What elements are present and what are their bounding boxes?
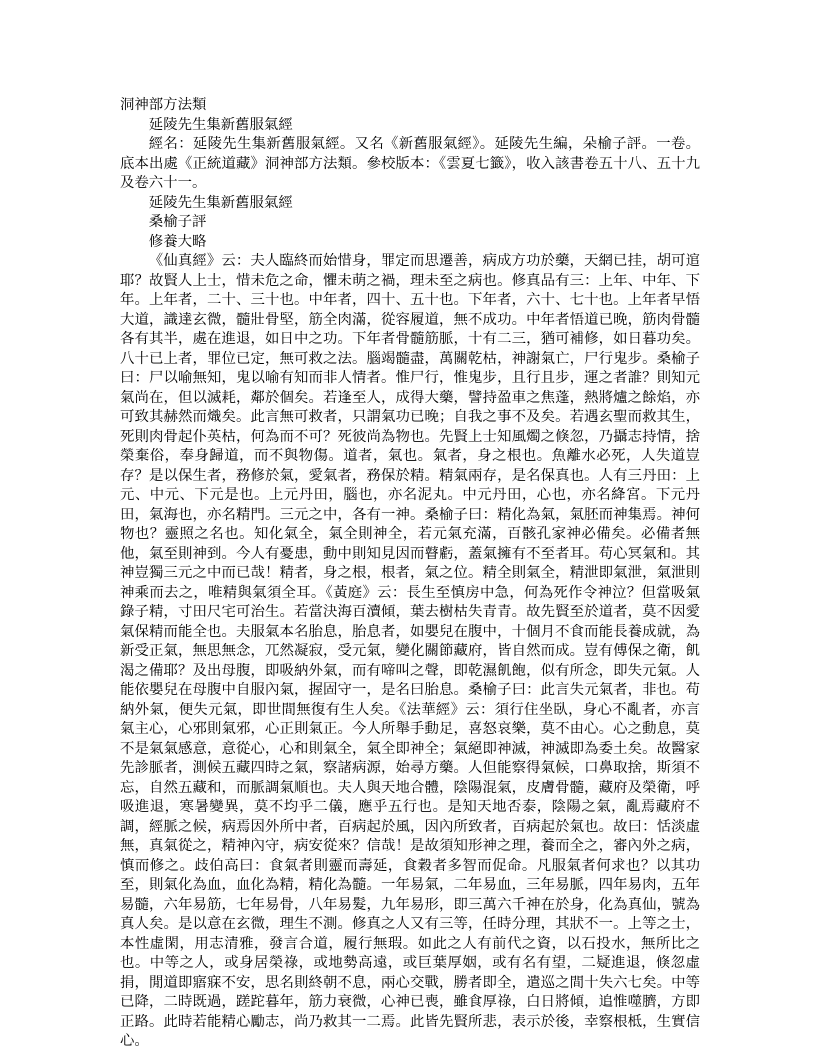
body-paragraph: 《仙真經》云：夫人臨終而始惜身，罪定而思遷善，病成方功於藥，天網已挂，胡可逭耶？故賢人上士，惜未危之命，懼未萌之禍，理未至之病也。修真品有三：上年、中年、下年。上年者，二十、三十也。中年者，四十、五十也。下年者，六十、七十也。上年者早悟大道，識達玄微，髓壯骨堅，筋全肉滿，從容履道，無不成功。中年者悟道已晚，筋肉骨髓各有其半，處在進退，如日中之功。下年者骨髓筋脈，十有二三，猶可補修，如日暮功矣。八十已上者，罪位已定，無可救之法。腦竭髓盡，萬關乾枯，神謝氣亡，尸行鬼步。桑榆子曰：尸以喻無知，鬼以喻有知而非人情者。惟尸行，惟鬼步，且行且步，運之者誰？則知元氣尚在，但以滅耗，鄰於個矣。若逢至人，成得大藥，譬持盈車之焦蓬，熱將爐之餘焰，亦可致其赫然而熾矣。此言無可救者，只謂氣功已晚；自我之事不及矣。若遇玄聖而救其生，死則肉骨起仆英枯，何為而不可？死彼尚為物也。先賢上士知風燭之倏忽，乃攝志持情，捨榮棄俗，奉身歸道，而不與物傷。道者，氣也。氣者，身之根也。魚離水必死，人失道豈存？是以保生者，務修於氣，愛氣者，務保於精。精氣兩存，是名保真也。人有三丹田：上元、中元、下元是也。上元丹田，腦也，亦名泥丸。中元丹田，心也，亦名絳宮。下元丹田，氣海也，亦名精門。三元之中，各有一神。桑榆子曰：精化為氣，氣胚而神集焉。神何物也？靈照之名也。知化氣全，氣全則神全，若元氣充滿，百骸孔家神必備矣。必備者無他，氣至則神到。今人有憂患，動中則知見因而瞽虧，蓋氣擁有不至者耳。苟心冥氣和。其神豈獨三元之中而已哉！精者，身之根，根者，氣之位。精全則氣全，精泄即氣泄，氣泄則神乘而去之，唯精與氣須全耳。《黃庭》云：長生至慎房中急，何為死作令神泣？但當吸氣錄子精，寸田尺宅可治生。若當決海百瀆傾，葉去樹枯失青青。故先賢至於道者，莫不因愛氣保精而能全也。夫服氣本名胎息，胎息者，如嬰兒在腹中，十個月不食而能長養成就，為新受正氣，無思無念，兀然凝寂，受元氣，變化關節藏府，皆自然而成。豈有傅保之衛，飢渴之備耶？及出母腹，即吸納外氣，而有啼叫之聲，即乾濕飢飽，似有所念，即失元氣。人能依嬰兒在母腹中自服內氣，握固守一，是名曰胎息。桑榆子曰：此言失元氣者，非也。苟納外氣，便失元氣，即世間無復有生人矣。《法華經》云：須行住坐臥，身心不亂者，亦言氣主心，心邪則氣邪，心正則氣正。今人所舉手動足，喜怒哀樂，莫不由心。心之動息，莫不是氣氣感意，意從心，心和則氣全，氣全即神全；氣絕即神滅，神滅即為委土矣。故醫家先診脈者，測候五藏四時之氣，察諸病源，始尋方藥。人但能察得氣候，口鼻取捨，斯須不忘，自然五藏和，而脈調氣順也。夫人與天地合體，陰陽混氣，皮膚骨髓，藏府及榮衛，呼吸進退，寒暑變異，莫不均乎二儀，應乎五行也。是知天地否泰，陰陽之氣，亂焉藏府不調，經脈之候，病焉因外所中者，百病起於風，因內所致者，百病起於氣也。故曰：恬淡虛無，真氣從之，精神內守，病安從來？信哉！是故須知形神之理，養而全之，審內外之病，慎而修之。歧伯高曰：食氣者則靈而壽延，食穀者多智而促命。凡服氣者何求也？以其功至，則氣化為血，血化為精，精化為髓。一年易氣，二年易血，三年易脈，四年易肉，五年易髓，六年易筋，七年易骨，八年易髮，九年易形，即三萬六千神在於身，化為真仙，號為真人矣。是以意在玄微，理生不測。修真之人又有三等，任時分理，其狀不一。上等之士，本性虛閑，用志清雅，發言合道，履行無瑕。如此之人有前代之資，以石投水，無所比之也。中等之人，或身居榮祿，或地勢高遠，或巨葉厚姻，或有名有望，二疑進退，倏忽虛捐，閒道即寤寐不安，思名則終朝不息，兩心交戰，勝者即全，遣巡之間十失六七矣。中等已降，二時既過，蹉跎暮年，筋力衰微，心神已喪，雖食厚祿，白日將傾，追惟噬臍，方即正路。此時若能精心勵志，尚乃救其一二焉。此皆先賢所悲，表示於後，幸察根柢，生實信心。 xyxy=(120,253,700,1049)
document-title: 延陵先生集新舊服氣經 xyxy=(148,116,293,133)
section-heading: 修養大略 xyxy=(148,233,207,250)
title-repeat: 延陵先生集新舊服氣經 xyxy=(148,194,293,211)
document-page xyxy=(120,96,700,1052)
commentator-line: 桑榆子評 xyxy=(148,214,207,230)
jingming-paragraph: 經名：延陵先生集新舊服氣經。又名《新舊服氣經》。延陵先生編，朵榆子評。一卷。底本出處《正統道藏》洞神部方法類。參校版本：《雲夏七籤》，收入該書卷五十八、五十九及卷六十一。 xyxy=(120,136,700,191)
category-heading: 洞神部方法類 xyxy=(120,97,207,113)
